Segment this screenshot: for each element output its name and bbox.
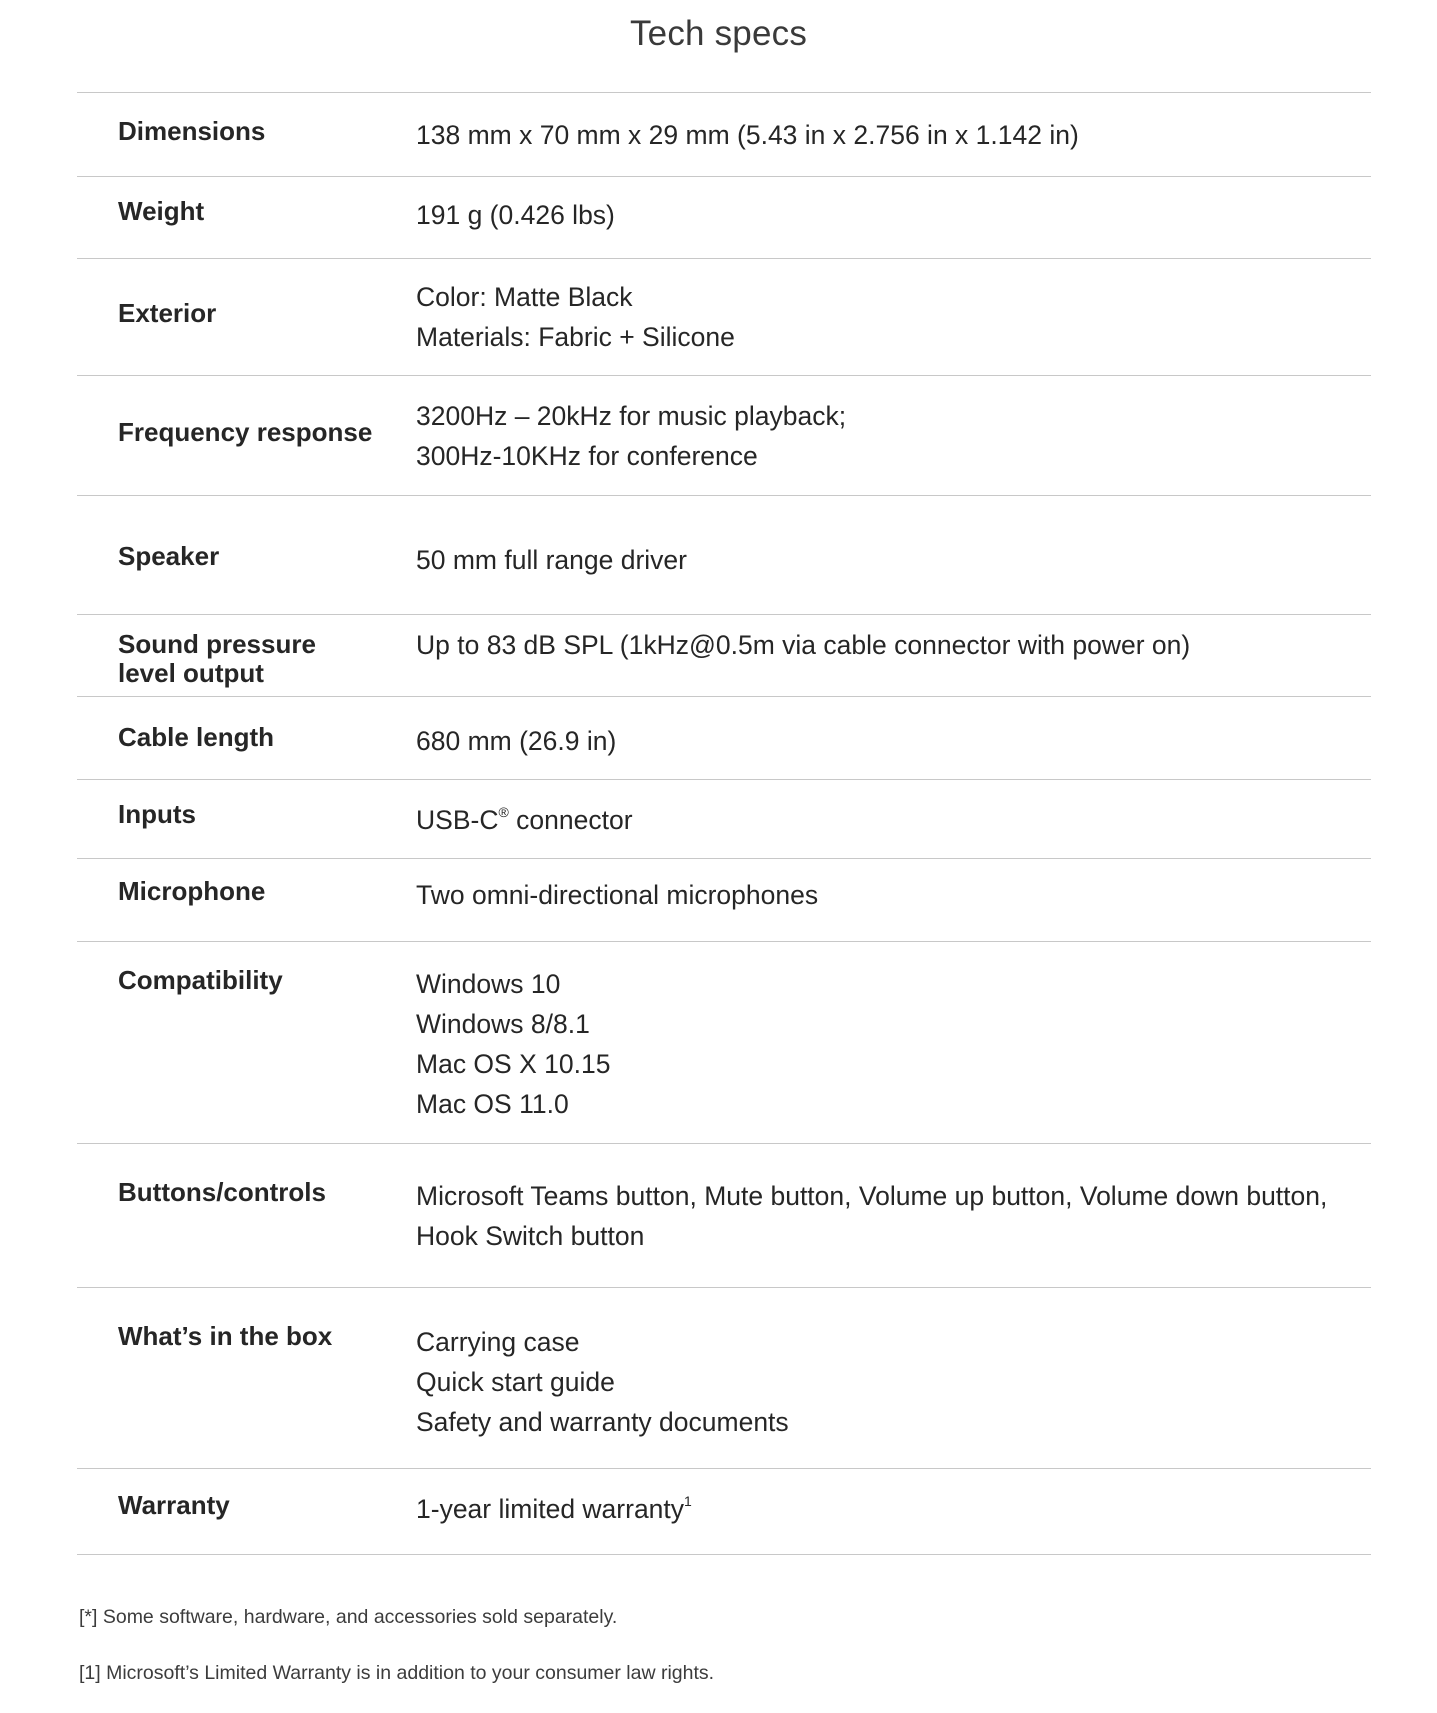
spec-value bbox=[416, 1489, 1346, 1529]
spec-value bbox=[416, 800, 1346, 840]
spec-label: Compatibility bbox=[118, 965, 283, 995]
spec-label: Dimensions bbox=[118, 116, 266, 146]
spec-value: Microsoft Teams button, Mute button, Volume up button, Volume down button, Hook Switch button bbox=[416, 1181, 1328, 1251]
spec-values bbox=[416, 721, 1346, 761]
spec-row-sound-pressure bbox=[77, 615, 1371, 697]
spec-value-text: 1-year limited warranty bbox=[416, 1494, 685, 1524]
spec-values bbox=[416, 964, 1346, 1124]
spec-value: 138 mm x 70 mm x 29 mm (5.43 in x 2.756 in x 1.142 in) bbox=[416, 120, 1079, 150]
footnote: [1] Microsoft’s Limited Warranty is in addition to your consumer law rights. bbox=[79, 1662, 715, 1684]
spec-value: Mac OS X 10.15 bbox=[416, 1049, 611, 1079]
spec-value-suffix: connector bbox=[508, 805, 633, 835]
spec-label: Buttons/controls bbox=[118, 1177, 326, 1207]
spec-value: Windows 10 bbox=[416, 969, 561, 999]
spec-value: Two omni-directional microphones bbox=[416, 880, 819, 910]
spec-values bbox=[416, 1176, 1346, 1256]
page-title: Tech specs bbox=[629, 14, 808, 53]
spec-label-line: level output bbox=[118, 658, 264, 688]
spec-row-inputs bbox=[77, 780, 1371, 859]
spec-values bbox=[416, 625, 1346, 665]
spec-values bbox=[416, 800, 1346, 840]
spec-value-text: USB-C bbox=[416, 805, 499, 835]
spec-value: 680 mm (26.9 in) bbox=[416, 726, 617, 756]
spec-label bbox=[118, 630, 388, 688]
spec-values bbox=[416, 277, 1346, 357]
spec-values bbox=[416, 875, 1346, 915]
spec-values bbox=[416, 1489, 1346, 1529]
spec-row-microphone bbox=[77, 859, 1371, 942]
footnote-marker: 1 bbox=[684, 1493, 692, 1510]
spec-value: Quick start guide bbox=[416, 1367, 615, 1397]
footnote: [*] Some software, hardware, and accessories sold separately. bbox=[79, 1606, 618, 1628]
spec-value: Mac OS 11.0 bbox=[416, 1089, 569, 1119]
spec-row-compatibility bbox=[77, 942, 1371, 1144]
spec-value: 50 mm full range driver bbox=[416, 545, 687, 575]
spec-label: Speaker bbox=[118, 541, 220, 571]
spec-value: Up to 83 dB SPL (1kHz@0.5m via cable connector with power on) bbox=[416, 630, 1191, 660]
spec-label: Frequency response bbox=[118, 417, 373, 447]
spec-row-speaker bbox=[77, 496, 1371, 615]
spec-row-dimensions bbox=[77, 93, 1371, 177]
spec-label: Weight bbox=[118, 196, 205, 226]
spec-value: 191 g (0.426 lbs) bbox=[416, 200, 615, 230]
spec-label: Microphone bbox=[118, 876, 266, 906]
spec-label: Cable length bbox=[118, 722, 275, 752]
spec-value: Safety and warranty documents bbox=[416, 1407, 789, 1437]
spec-value: 300Hz-10KHz for conference bbox=[416, 441, 758, 471]
spec-row-cable-length bbox=[77, 697, 1371, 780]
spec-value: Color: Matte Black bbox=[416, 282, 633, 312]
spec-value: Windows 8/8.1 bbox=[416, 1009, 590, 1039]
spec-row-frequency-response bbox=[77, 376, 1371, 496]
spec-value: 3200Hz – 20kHz for music playback; bbox=[416, 401, 847, 431]
spec-label: Inputs bbox=[118, 799, 196, 829]
spec-label: Exterior bbox=[118, 298, 217, 328]
spec-row-buttons-controls bbox=[77, 1144, 1371, 1288]
spec-values bbox=[416, 396, 1346, 476]
spec-row-whats-in-the-box bbox=[77, 1288, 1371, 1469]
spec-row-weight bbox=[77, 177, 1371, 259]
spec-values bbox=[416, 540, 1346, 580]
spec-label: Warranty bbox=[118, 1490, 230, 1520]
spec-values bbox=[416, 115, 1346, 155]
registered-mark: ® bbox=[498, 804, 509, 821]
spec-row-exterior bbox=[77, 259, 1371, 376]
spec-value: Materials: Fabric + Silicone bbox=[416, 322, 735, 352]
spec-values bbox=[416, 1322, 1346, 1442]
spec-value: Carrying case bbox=[416, 1327, 580, 1357]
spec-row-warranty bbox=[77, 1469, 1371, 1555]
spec-values bbox=[416, 195, 1346, 235]
specs-table bbox=[77, 92, 1371, 1555]
spec-label: What’s in the box bbox=[118, 1321, 333, 1351]
spec-label-line: Sound pressure bbox=[118, 629, 316, 659]
